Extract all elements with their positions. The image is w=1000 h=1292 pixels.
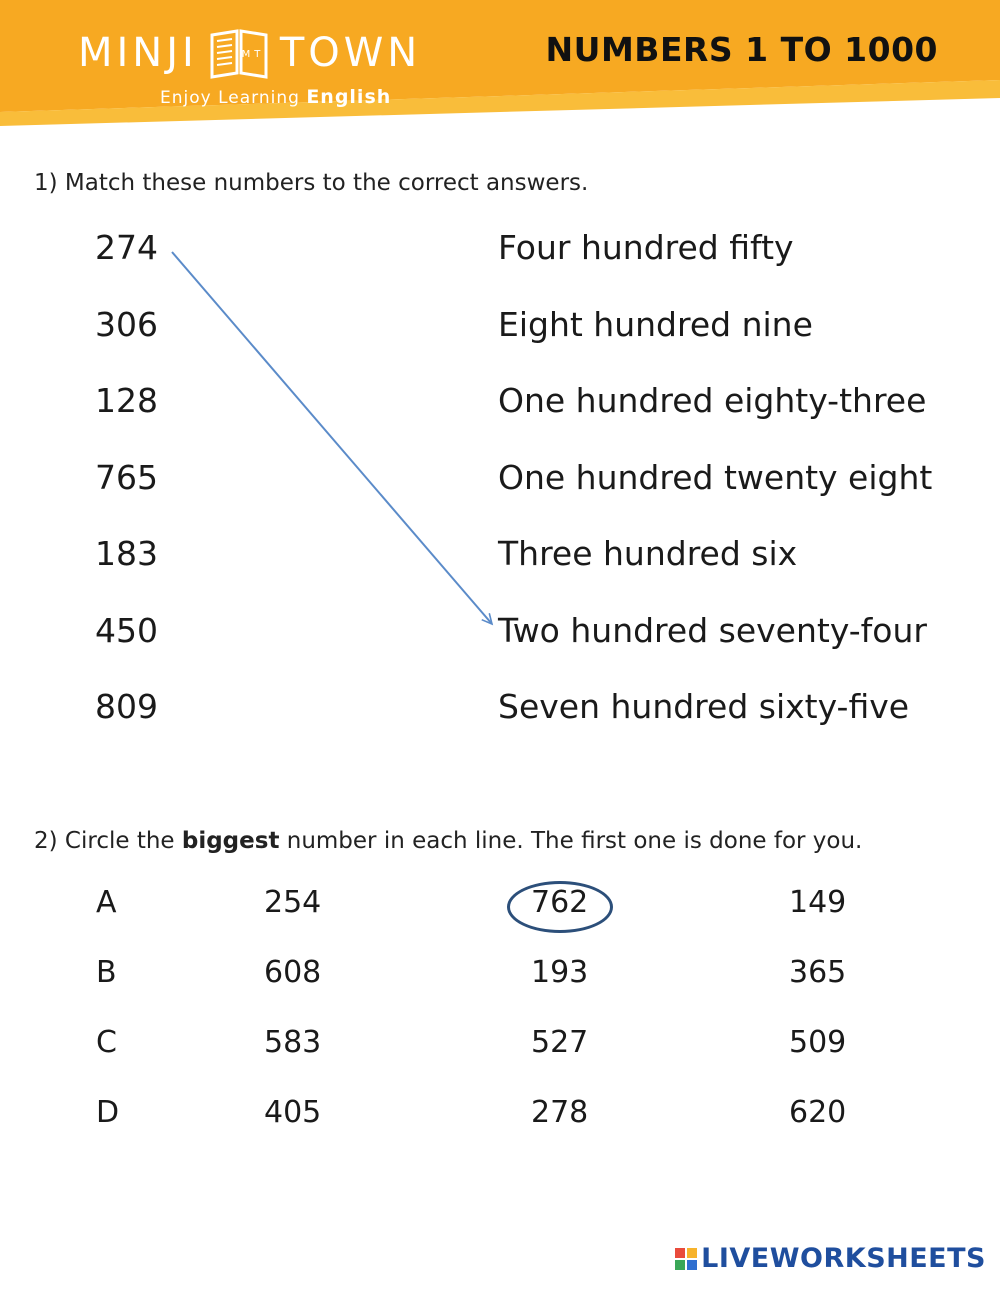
number-option[interactable]: 527 — [531, 1025, 589, 1060]
number-option[interactable]: 405 — [264, 1095, 322, 1130]
row-label: C — [96, 1025, 117, 1060]
brand-right-word: TOWN — [279, 30, 422, 76]
instruction-bold: biggest — [181, 828, 280, 854]
number-option[interactable]: 254 — [264, 885, 322, 920]
match-answer[interactable]: Two hundred seventy-four — [498, 610, 927, 650]
table-row — [0, 1025, 1000, 1095]
match-number[interactable]: 274 — [95, 228, 158, 267]
section2-instruction — [34, 828, 862, 854]
brand-logo — [78, 28, 421, 78]
match-answer[interactable]: Four hundred fifty — [498, 228, 794, 267]
match-row — [0, 458, 1000, 535]
match-row — [0, 305, 1000, 382]
tagline — [160, 86, 391, 108]
instruction-pre: 2) Circle the — [34, 828, 182, 854]
match-number[interactable]: 450 — [95, 610, 158, 650]
number-option[interactable]: 193 — [531, 955, 589, 990]
match-row — [0, 381, 1000, 458]
number-option[interactable]: 762 — [531, 885, 589, 920]
tagline-bold: English — [306, 86, 392, 108]
row-label: A — [96, 885, 117, 920]
match-number[interactable]: 765 — [95, 457, 158, 497]
match-answer[interactable]: Three hundred six — [498, 534, 798, 573]
match-answer[interactable]: Eight hundred nine — [498, 304, 813, 344]
book-badge-text: MT — [241, 49, 265, 60]
match-answer[interactable]: One hundred eighty-three — [498, 381, 927, 420]
match-number[interactable]: 809 — [95, 687, 158, 726]
number-option[interactable]: 278 — [531, 1095, 589, 1130]
number-option[interactable]: 149 — [789, 885, 847, 920]
liveworksheets-text: LIVEWORKSHEETS — [701, 1243, 986, 1274]
header-banner — [0, 0, 1000, 130]
number-option[interactable]: 583 — [264, 1025, 322, 1060]
match-row — [0, 611, 1000, 688]
number-option[interactable]: 620 — [789, 1095, 847, 1130]
row-label: B — [96, 955, 117, 990]
match-list — [0, 228, 1000, 764]
table-row — [0, 885, 1000, 955]
liveworksheets-grid-icon — [675, 1248, 697, 1270]
match-row — [0, 534, 1000, 611]
match-answer[interactable]: Seven hundred sixty-five — [498, 687, 910, 726]
biggest-number-table — [0, 885, 1000, 1165]
table-row — [0, 1095, 1000, 1165]
tagline-text: Enjoy Learning — [160, 88, 300, 108]
match-row — [0, 228, 1000, 305]
section1-instruction: 1) Match these numbers to the correct answers. — [34, 170, 589, 196]
match-row — [0, 687, 1000, 764]
number-option[interactable]: 509 — [789, 1025, 847, 1060]
match-number[interactable]: 183 — [95, 534, 158, 573]
number-option[interactable]: 365 — [789, 955, 847, 990]
match-number[interactable]: 128 — [95, 381, 158, 420]
table-row — [0, 955, 1000, 1025]
liveworksheets-logo[interactable] — [675, 1243, 986, 1274]
number-option[interactable]: 608 — [264, 955, 322, 990]
row-label: D — [96, 1095, 120, 1130]
brand-left-word: MINJI — [78, 30, 198, 76]
match-answer[interactable]: One hundred twenty eight — [498, 457, 933, 497]
instruction-post: number in each line. The first one is done for you. — [279, 828, 863, 854]
match-number[interactable]: 306 — [95, 304, 158, 344]
open-book-icon — [208, 27, 270, 79]
page-title: NUMBERS 1 TO 1000 — [545, 30, 938, 69]
